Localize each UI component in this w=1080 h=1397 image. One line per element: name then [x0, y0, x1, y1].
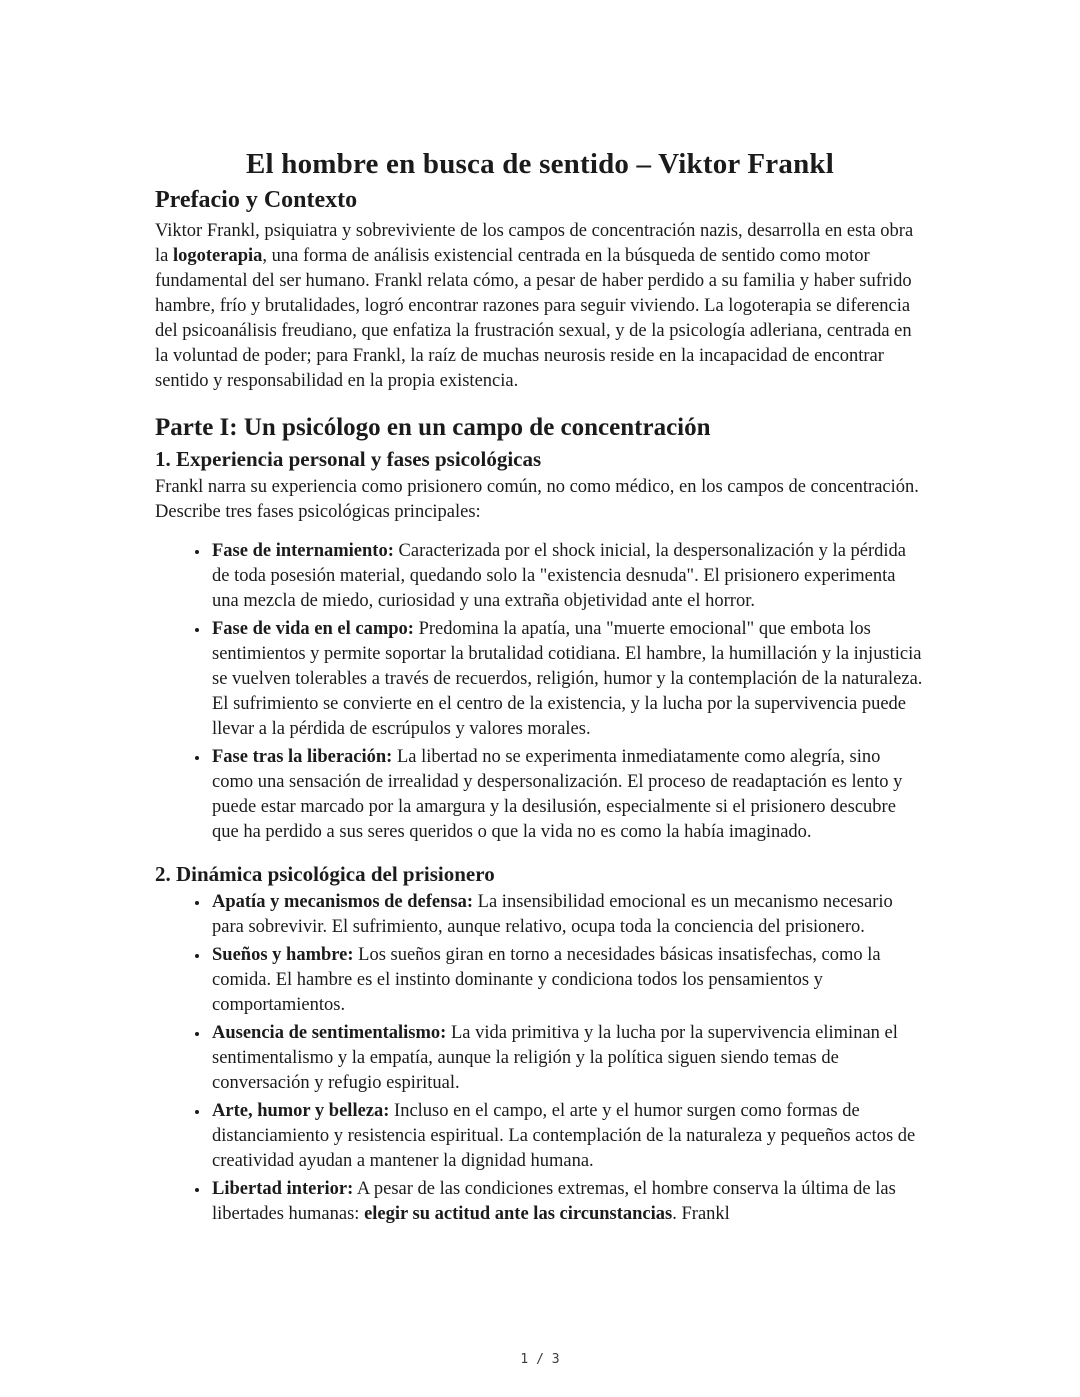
heading-prefacio: Prefacio y Contexto	[155, 187, 358, 213]
bullet-lead: Fase de internamiento:	[212, 541, 394, 561]
bullet-text: Incluso en el campo, el arte y el humor surgen como formas de distanciamiento y resistencia espiritual. La contemplación de la naturaleza y pequeños actos de creatividad ayudan a mantener la dignidad humana.	[212, 1101, 916, 1171]
bullet-text: Los sueños giran en torno a necesidades básicas insatisfechas, como la comida. El hambre es el instinto dominante y condiciona todos los pensamientos y comportamientos.	[212, 945, 881, 1015]
bullet-lead: Apatía y mecanismos de defensa:	[212, 892, 474, 912]
list-item	[210, 539, 925, 614]
bullet-text: La insensibilidad emocional es un mecanismo necesario para sobrevivir. El sufrimiento, aunque relativo, ocupa toda la conciencia del prisionero.	[212, 892, 893, 937]
bullet-lead: Fase tras la liberación:	[212, 747, 393, 767]
list-item	[210, 1177, 925, 1227]
prefacio-text-1: Viktor Frankl, psiquiatra y sobreviviente de los campos de concentración nazis, desarrolla en esta obra la	[155, 221, 914, 266]
list-item	[210, 1099, 925, 1174]
prefacio-bold-logoterapia: logoterapia	[172, 246, 263, 266]
fases-bullet-list	[155, 539, 925, 845]
bullet-text: Predomina la apatía, una "muerte emocional" que embota los sentimientos y permite soportar la brutalidad cotidiana. El hambre, la humillación y la injusticia se vuelven tolerables a través de recuerdos, religión, humor y la contemplación de la naturaleza. El sufrimiento se convierte en el centro de la existencia, y la lucha por la supervivencia puede llevar a la pérdida de escrúpulos y valores morales.	[212, 619, 923, 739]
bullet-lead: Libertad interior:	[212, 1179, 354, 1199]
dinamica-bullet-list	[155, 890, 925, 1227]
bullet-tail: . Frankl	[672, 1204, 730, 1224]
list-item	[210, 745, 925, 845]
list-item	[210, 943, 925, 1018]
bullet-text: La vida primitiva y la lucha por la supervivencia eliminan el sentimentalismo y la empatía, aunque la religión y la política siguen siendo temas de conversación y refugio espiritual.	[212, 1023, 898, 1093]
bullet-lead: Sueños y hambre:	[212, 945, 354, 965]
list-item	[210, 890, 925, 940]
bullet-lead: Arte, humor y belleza:	[212, 1101, 390, 1121]
bullet-lead: Ausencia de sentimentalismo:	[212, 1023, 447, 1043]
subheading-dinamica: 2. Dinámica psicológica del prisionero	[155, 862, 495, 886]
subheading-experiencia: 1. Experiencia personal y fases psicológicas	[155, 447, 542, 471]
doc-title: El hombre en busca de sentido – Viktor Frankl	[245, 148, 834, 180]
bullet-text: La libertad no se experimenta inmediatamente como alegría, sino como una sensación de irrealidad y despersonalización. El proceso de readaptación es lento y puede estar marcado por la amargura y la desilusión, especialmente si el prisionero descubre que ha perdido a sus seres queridos o que la vida no es como la había imaginado.	[212, 747, 903, 842]
list-item	[210, 617, 925, 742]
prefacio-paragraph	[155, 219, 925, 394]
prefacio-text-2: , una forma de análisis existencial centrada en la búsqueda de sentido como motor fundamental del ser humano. Frankl relata cómo, a pesar de haber perdido a su familia y haber sufrido hambre, frío y brutalidades, logró encontrar razones para seguir viviendo. La logoterapia se diferencia del psicoanálisis freudiano, que enfatiza la frustración sexual, y de la psicología adleriana, centrada en la voluntad de poder; para Frankl, la raíz de muchas neurosis reside en la incapacidad de encontrar sentido y responsabilidad en la propia existencia.	[155, 246, 912, 391]
heading-parte1: Parte I: Un psicólogo en un campo de concentración	[155, 414, 711, 441]
sub1-intro-paragraph: Frankl narra su experiencia como prisionero común, no como médico, en los campos de concentración. Describe tres fases psicológicas principales:	[155, 477, 919, 522]
document-page	[155, 0, 925, 1227]
page-number: 1 / 3	[520, 1352, 560, 1367]
list-item	[210, 1021, 925, 1096]
bullet-text: Caracterizada por el shock inicial, la despersonalización y la pérdida de toda posesión material, quedando solo la "existencia desnuda". El prisionero experimenta una mezcla de miedo, curiosidad y una extraña objetividad ante el horror.	[212, 541, 907, 611]
bullet-text: A pesar de las condiciones extremas, el hombre conserva la última de las libertades humanas:	[212, 1179, 896, 1224]
bullet-bold-phrase: elegir su actitud ante las circunstancias	[364, 1204, 673, 1224]
bullet-lead: Fase de vida en el campo:	[212, 619, 414, 639]
